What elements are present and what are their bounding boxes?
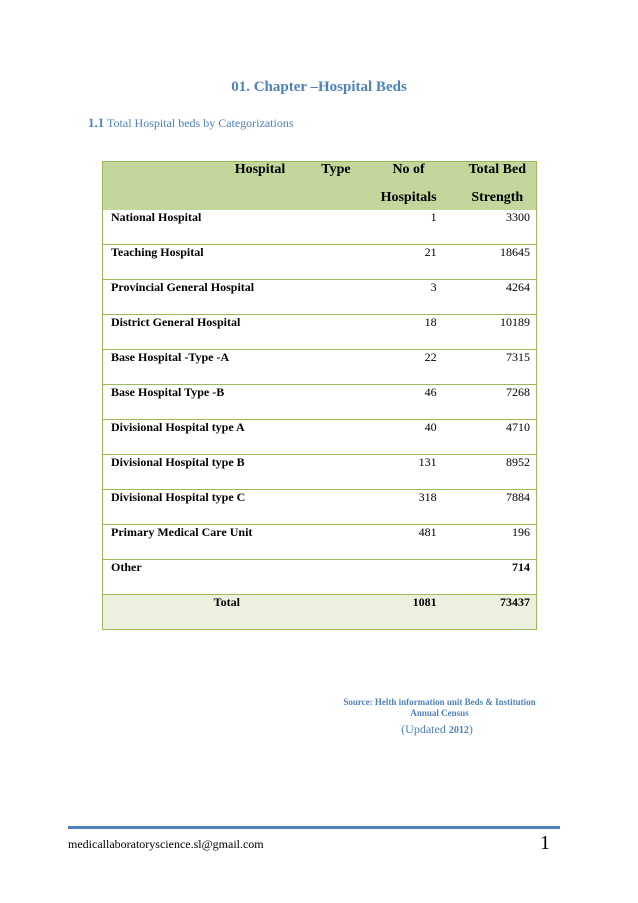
table-row bbox=[103, 315, 537, 350]
row-beds: 714 bbox=[459, 560, 537, 595]
row-beds: 196 bbox=[459, 525, 537, 560]
row-hospitals: 3 bbox=[373, 280, 459, 315]
row-beds: 4710 bbox=[459, 420, 537, 455]
row-hospitals: 18 bbox=[373, 315, 459, 350]
table-row bbox=[103, 280, 537, 315]
table-row bbox=[103, 420, 537, 455]
row-hospitals: 22 bbox=[373, 350, 459, 385]
header-hospitals-2: Hospitals bbox=[373, 190, 459, 210]
header-type-part2: Type bbox=[321, 162, 351, 177]
row-beds: 3300 bbox=[459, 210, 537, 245]
table-row bbox=[103, 385, 537, 420]
row-beds: 7315 bbox=[459, 350, 537, 385]
chapter-title-text: 01. Chapter –Hospital Beds bbox=[231, 79, 407, 95]
row-beds: 8952 bbox=[459, 455, 537, 490]
table-row bbox=[103, 525, 537, 560]
section-number: 1.1 bbox=[88, 115, 105, 130]
updated-suffix: ) bbox=[468, 722, 473, 736]
updated-year: 2012 bbox=[448, 725, 469, 736]
section-title: Total Hospital beds by Categorizations bbox=[107, 116, 294, 130]
footer-email: medicallaboratoryscience.sl@gmail.com bbox=[68, 837, 264, 851]
row-name: Divisional Hospital type C bbox=[103, 490, 373, 525]
table-row bbox=[103, 560, 537, 595]
row-hospitals: 1 bbox=[373, 210, 459, 245]
table-row bbox=[103, 350, 537, 385]
header-hospitals: No of bbox=[373, 162, 459, 191]
row-hospitals: 318 bbox=[373, 490, 459, 525]
hospital-beds-table bbox=[102, 161, 537, 630]
row-beds: 10189 bbox=[459, 315, 537, 350]
chapter-title bbox=[0, 79, 638, 96]
row-name: Base Hospital Type -B bbox=[103, 385, 373, 420]
source-line-2: Annual Census bbox=[410, 708, 469, 718]
total-hospitals: 1081 bbox=[373, 595, 459, 630]
updated-prefix: (Updated bbox=[401, 722, 446, 736]
table-total-row bbox=[103, 595, 537, 630]
row-hospitals: 46 bbox=[373, 385, 459, 420]
row-beds: 18645 bbox=[459, 245, 537, 280]
row-name: Divisional Hospital type A bbox=[103, 420, 373, 455]
row-name: Primary Medical Care Unit bbox=[103, 525, 373, 560]
row-beds: 7268 bbox=[459, 385, 537, 420]
source-line-1: Source: Helth information unit Beds & Institution bbox=[343, 697, 536, 707]
table-header-row bbox=[103, 162, 537, 191]
page-number: 1 bbox=[540, 832, 550, 854]
table-row bbox=[103, 490, 537, 525]
source-note bbox=[332, 697, 547, 719]
table-row bbox=[103, 210, 537, 245]
section-heading bbox=[88, 115, 294, 131]
row-name: Other bbox=[103, 560, 373, 595]
total-beds: 73437 bbox=[459, 595, 537, 630]
row-hospitals bbox=[373, 560, 459, 595]
row-hospitals: 131 bbox=[373, 455, 459, 490]
row-hospitals: 21 bbox=[373, 245, 459, 280]
row-name: Provincial General Hospital bbox=[103, 280, 373, 315]
table-row bbox=[103, 455, 537, 490]
table-row bbox=[103, 245, 537, 280]
row-beds: 4264 bbox=[459, 280, 537, 315]
row-name: District General Hospital bbox=[103, 315, 373, 350]
row-name: Base Hospital -Type -A bbox=[103, 350, 373, 385]
row-beds: 7884 bbox=[459, 490, 537, 525]
footer-divider bbox=[68, 826, 560, 829]
row-hospitals: 481 bbox=[373, 525, 459, 560]
total-label: Total bbox=[103, 595, 373, 630]
header-beds-2: Strength bbox=[459, 190, 537, 210]
header-hospital-type bbox=[103, 162, 373, 191]
table-header-row-2 bbox=[103, 190, 537, 210]
updated-note bbox=[332, 722, 542, 737]
row-hospitals: 40 bbox=[373, 420, 459, 455]
row-name: National Hospital bbox=[103, 210, 373, 245]
row-name: Divisional Hospital type B bbox=[103, 455, 373, 490]
header-beds: Total Bed bbox=[459, 162, 537, 191]
row-name: Teaching Hospital bbox=[103, 245, 373, 280]
header-type-part1: Hospital bbox=[234, 162, 286, 177]
